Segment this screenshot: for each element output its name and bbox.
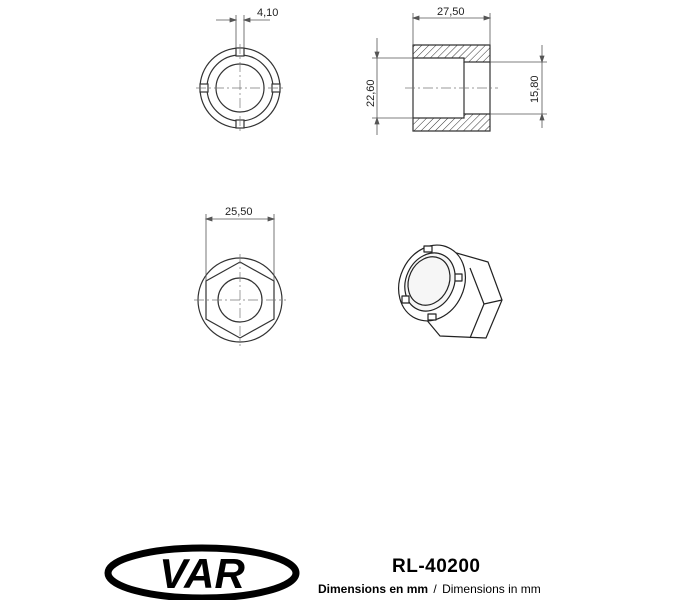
dimension-outer-diameter [372, 38, 413, 135]
units-note [318, 582, 541, 596]
dimension-length-label: 27,50 [437, 6, 465, 18]
dimension-slot-width [216, 15, 270, 48]
units-note-fr: Dimensions en mm [318, 582, 429, 596]
dimension-slot-width-label: 4,10 [257, 7, 279, 19]
logo-text: VAR [159, 550, 245, 597]
part-number: RL-40200 [392, 556, 481, 577]
dimension-inner-diameter-label: 15,80 [529, 75, 541, 103]
units-note-en: Dimensions in mm [442, 582, 541, 596]
hex-view [194, 254, 286, 346]
dimension-outer-diameter-label: 22,60 [365, 79, 377, 107]
front-view [196, 44, 284, 132]
var-logo [108, 548, 296, 598]
units-note-separator: / [433, 582, 437, 596]
dimension-hex-width [206, 214, 274, 281]
isometric-view [387, 234, 502, 338]
section-view [405, 45, 498, 131]
dimension-hex-width-label: 25,50 [225, 206, 253, 218]
